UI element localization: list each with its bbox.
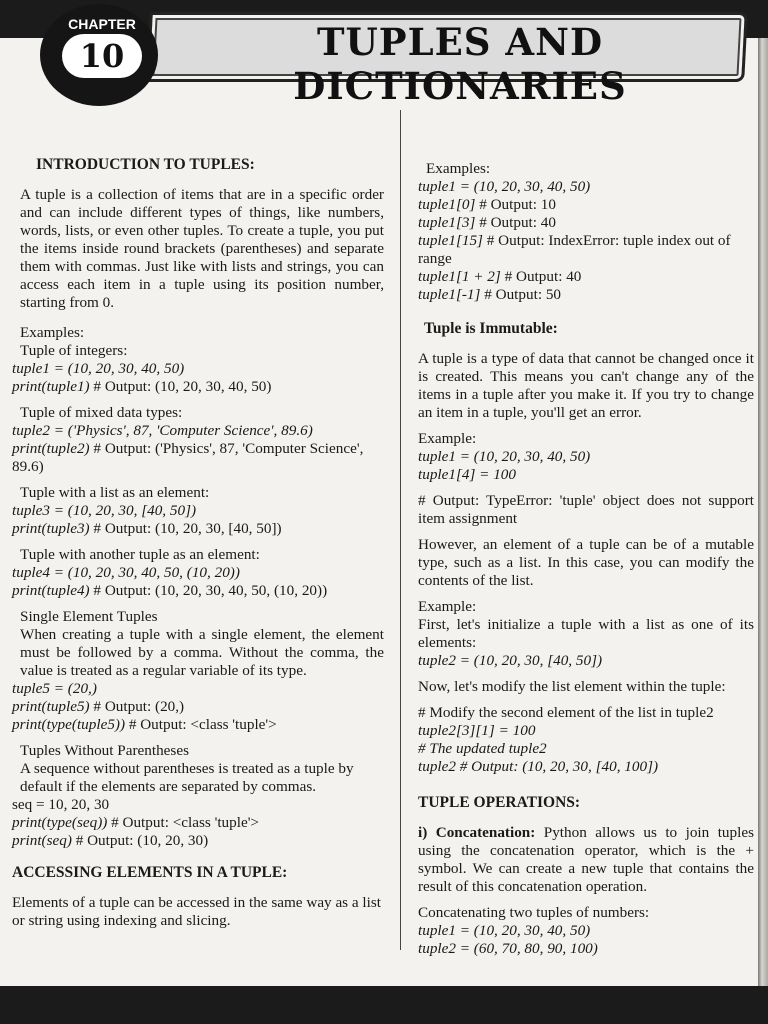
noparen-code: seq = 10, 20, 30 — [12, 796, 110, 813]
ex3-output: # Output: (10, 20, 30, [40, 50]) — [89, 520, 282, 537]
noparen-title: Tuples Without Parentheses — [20, 742, 189, 759]
noparen-text: A sequence without parentheses is treated as a tuple by default if the elements are separated by commas. — [20, 760, 354, 795]
index15-output: # Output: IndexError: tuple index out of range — [418, 232, 731, 267]
ex3-label: Tuple with a list as an element: — [20, 484, 210, 501]
index-neg: tuple1[-1] — [418, 286, 481, 303]
left-column — [12, 118, 384, 930]
intro-heading: INTRODUCTION TO TUPLES: — [36, 156, 255, 173]
ops-heading: TUPLE OPERATIONS: — [418, 794, 581, 811]
noparen-type-output: # Output: <class 'tuple'> — [107, 814, 259, 831]
concat-title: i) Concatenation: — [418, 824, 536, 841]
ex4-print: print(tuple4) — [12, 582, 90, 599]
page-edge — [758, 38, 768, 986]
modify-code2: # The updated tuple2 — [418, 740, 547, 757]
immutable-heading: Tuple is Immutable: — [424, 320, 558, 337]
access-text: Elements of a tuple can be accessed in the same way as a list or string using indexing and slicing. — [12, 894, 382, 929]
ex1-output: # Output: (10, 20, 30, 40, 50) — [89, 378, 272, 395]
ex1-label: Tuple of integers: — [20, 342, 128, 359]
index0-output: # Output: 10 — [475, 196, 556, 213]
chapter-number: 10 — [62, 34, 142, 78]
ex1-print: print(tuple1) — [12, 378, 90, 395]
noparen-output: # Output: (10, 20, 30) — [71, 832, 209, 849]
concat-text: Python allows us to join tuples using the concatenation operator, which is the + symbol. We can create a new tuple that contains the result of this concatenation operation. — [418, 824, 754, 895]
ex3-print: print(tuple3) — [12, 520, 90, 537]
modify-code1: tuple2[3][1] = 100 — [418, 722, 536, 739]
noparen-print: print(seq) — [12, 832, 72, 849]
access-heading: ACCESSING ELEMENTS IN A TUPLE: — [12, 864, 288, 881]
mut-text: First, let's initialize a tuple with a list as one of its elements: — [418, 616, 754, 651]
ex4-code: tuple4 = (10, 20, 30, 40, 50, (10, 20)) — [12, 564, 240, 581]
mut-example-label: Example: — [418, 598, 477, 615]
index-expr: tuple1[1 + 2] — [418, 268, 501, 285]
index-code: tuple1 = (10, 20, 30, 40, 50) — [418, 178, 591, 195]
index3-output: # Output: 40 — [475, 214, 556, 231]
examples-label: Examples: — [20, 324, 85, 341]
right-column — [418, 120, 754, 958]
immutable-text: A tuple is a type of data that cannot be changed once it is created. This means you can't change any of the items in a tuple after you make it. If you try to change an item in a tuple, you'll get an error. — [418, 350, 754, 421]
modify-code3: tuple2 # Output: (10, 20, 30, [40, 100]) — [418, 758, 659, 775]
imm-code2: tuple1[4] = 100 — [418, 466, 516, 483]
single-type-output: # Output: <class 'tuple'> — [125, 716, 277, 733]
ex2-print: print(tuple2) — [12, 440, 90, 457]
noparen-type-print: print(type(seq)) — [12, 814, 108, 831]
imm-example-label: Example: — [418, 430, 477, 447]
index-expr-output: # Output: 40 — [500, 268, 582, 285]
intro-paragraph: A tuple is a collection of items that are in a specific order and can include different types of things, like numbers, words, lists, or even other tuples. To create a tuple, you put the items inside round brackets (parentheses) and separate them with commas. Just like with lists and strings, you can access each item in a tuple using its position number, starting from 0. — [20, 186, 384, 311]
single-print: print(tuple5) — [12, 698, 90, 715]
right-examples-label: Examples: — [426, 160, 491, 177]
ex2-label: Tuple of mixed data types: — [20, 404, 183, 421]
single-text: When creating a tuple with a single element, the element must be followed by a comma. Without the comma, the value is treated as a regular variable of its type. — [20, 626, 384, 679]
single-type-print: print(type(tuple5)) — [12, 716, 126, 733]
index3: tuple1[3] — [418, 214, 476, 231]
ex2-output: # Output: ('Physics', 87, 'Computer Science', 89.6) — [12, 440, 364, 475]
single-output: # Output: (20,) — [89, 698, 185, 715]
index15: tuple1[15] — [418, 232, 483, 249]
ex4-output: # Output: (10, 20, 30, 40, 50, (10, 20)) — [89, 582, 328, 599]
ex4-label: Tuple with another tuple as an element: — [20, 546, 260, 563]
modify-text: Now, let's modify the list element within the tuple: — [418, 678, 726, 695]
mutable-text: However, an element of a tuple can be of a mutable type, such as a list. In this case, you can modify the contents of the list. — [418, 536, 754, 589]
column-divider — [400, 110, 401, 950]
modify-comment: # Modify the second element of the list in tuple2 — [418, 704, 714, 721]
single-title: Single Element Tuples — [20, 608, 158, 625]
imm-output: # Output: TypeError: 'tuple' object does not support item assignment — [418, 492, 754, 527]
index-neg-output: # Output: 50 — [480, 286, 562, 303]
ex3-code: tuple3 = (10, 20, 30, [40, 50]) — [12, 502, 197, 519]
single-code: tuple5 = (20,) — [12, 680, 97, 697]
concat-code2: tuple2 = (60, 70, 80, 90, 100) — [418, 940, 598, 957]
chapter-title: TUPLES AND DICTIONARIES — [293, 20, 627, 108]
concat-label: Concatenating two tuples of numbers: — [418, 904, 650, 921]
concat-code1: tuple1 = (10, 20, 30, 40, 50) — [418, 922, 591, 939]
chapter-label: CHAPTER — [68, 16, 136, 32]
mut-code: tuple2 = (10, 20, 30, [40, 50]) — [418, 652, 603, 669]
imm-code1: tuple1 = (10, 20, 30, 40, 50) — [418, 448, 591, 465]
ex1-code: tuple1 = (10, 20, 30, 40, 50) — [12, 360, 185, 377]
ex2-code: tuple2 = ('Physics', 87, 'Computer Science', 89.6) — [12, 422, 313, 439]
index0: tuple1[0] — [418, 196, 476, 213]
